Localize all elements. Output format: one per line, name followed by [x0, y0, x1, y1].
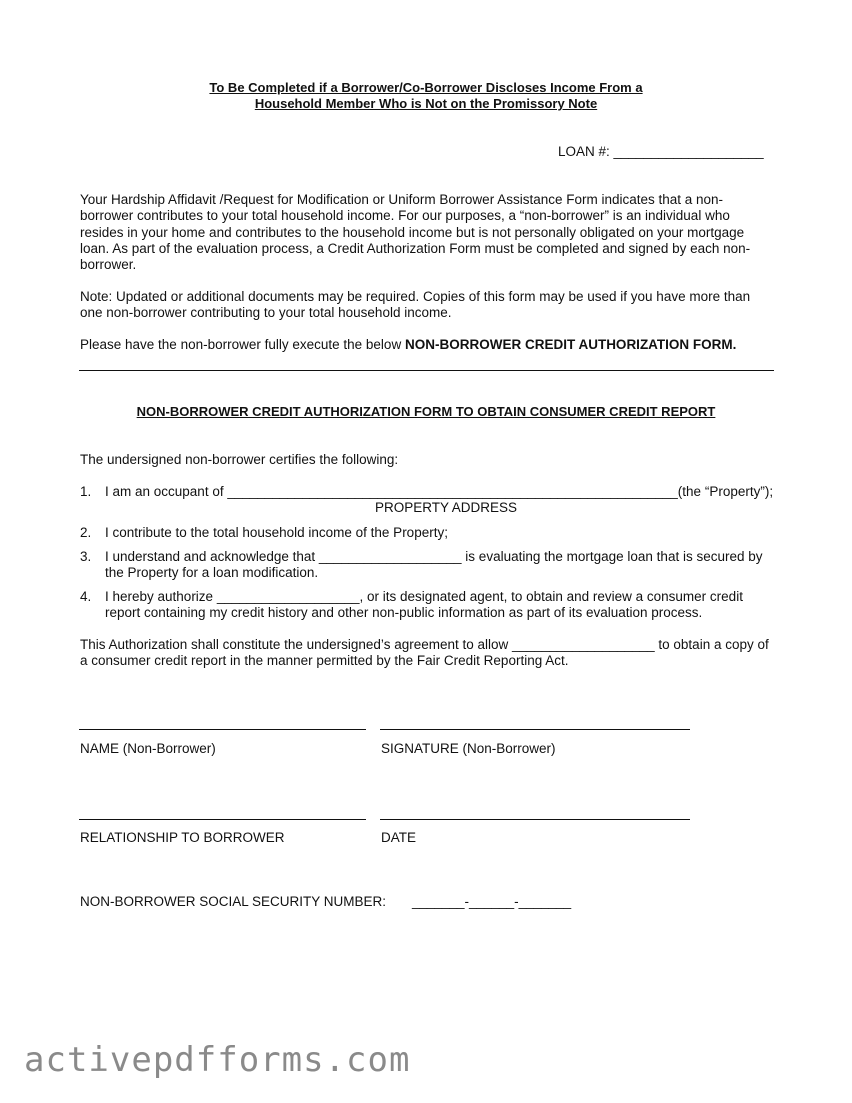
- item-2-text: I contribute to the total household income of the Property;: [105, 525, 448, 540]
- date-line[interactable]: [380, 819, 690, 820]
- signature-line[interactable]: [380, 729, 690, 730]
- certifies-statement: The undersigned non-borrower certifies the following:: [80, 452, 399, 467]
- instruction-line: [80, 337, 775, 353]
- ssn-field[interactable]: _______-______-_______: [412, 894, 572, 909]
- header-line-1: To Be Completed if a Borrower/Co-Borrower Discloses Income From a: [209, 80, 643, 95]
- form-title: NON-BORROWER CREDIT AUTHORIZATION FORM TO OBTAIN CONSUMER CREDIT REPORT: [136, 404, 716, 419]
- item-3-number: 3.: [80, 549, 92, 564]
- intro-paragraph: Your Hardship Affidavit /Request for Modification or Uniform Borrower Assistance Form indicates that a non-borrower contributes to your total household income. For our purposes, a “non-borrower” is an individual who resides in your home and contributes to the household income but is not personally obligated on your mortgage loan. As part of the evaluation process, a Credit Authorization Form must be completed and signed by each non-borrower.: [80, 192, 751, 273]
- item-3-text[interactable]: I understand and acknowledge that ___________________ is evaluating the mortgage loan that is secured by the Property for a loan modification.: [105, 549, 763, 581]
- instruction-form-name: NON-BORROWER CREDIT AUTHORIZATION FORM.: [404, 337, 737, 352]
- authorization-paragraph[interactable]: This Authorization shall constitute the undersigned’s agreement to allow ___________________ to obtain a copy of a consumer credit report in the manner permitted by the Fair Credit Reporting Act.: [80, 637, 769, 669]
- section-divider: [79, 370, 774, 371]
- ssn-label: NON-BORROWER SOCIAL SECURITY NUMBER:: [80, 894, 387, 909]
- signature-label: SIGNATURE (Non-Borrower): [381, 741, 556, 756]
- note-paragraph: Note: Updated or additional documents may be required. Copies of this form may be used if you have more than one non-borrower contributing to your total household income.: [80, 289, 751, 321]
- name-label: NAME (Non-Borrower): [80, 741, 216, 756]
- item-4-text[interactable]: I hereby authorize ___________________, or its designated agent, to obtain and review a consumer credit report containing my credit history and other non-public information as part of its evaluation process.: [105, 589, 743, 621]
- date-label: DATE: [381, 830, 417, 845]
- item-1-text[interactable]: I am an occupant of ____________________________________________________________(the “Property”);: [105, 484, 774, 499]
- item-4-number: 4.: [80, 589, 92, 604]
- item-2-number: 2.: [80, 525, 92, 540]
- header-line-2: Household Member Who is Not on the Promissory Note: [254, 96, 598, 111]
- loan-number-field[interactable]: LOAN #: ____________________: [558, 144, 764, 159]
- property-address-label: PROPERTY ADDRESS: [375, 500, 518, 515]
- item-1-number: 1.: [80, 484, 92, 499]
- relationship-line[interactable]: [79, 819, 366, 820]
- form-header: [0, 80, 852, 112]
- name-signature-line[interactable]: [79, 729, 366, 730]
- watermark: activepdfforms.com: [24, 1040, 411, 1080]
- instruction-text: Please have the non-borrower fully execute the below: [80, 337, 405, 352]
- relationship-label: RELATIONSHIP TO BORROWER: [80, 830, 285, 845]
